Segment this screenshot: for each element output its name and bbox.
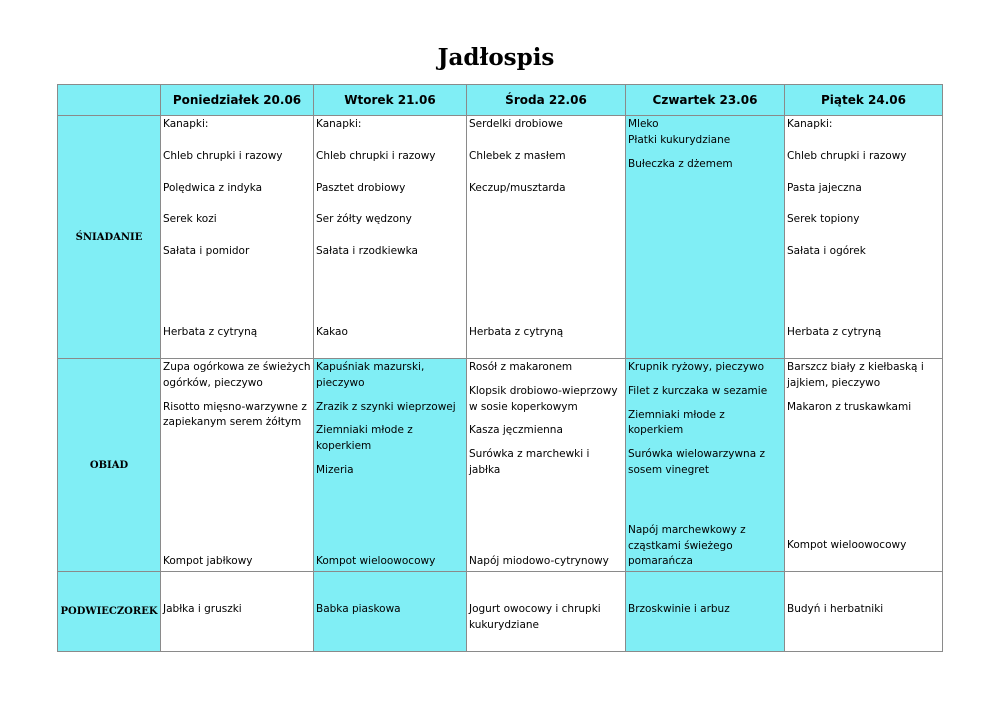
menu-item: Chlebek z masłem [469, 149, 566, 162]
menu-item: Płatki kukurydziane [628, 133, 731, 146]
menu-item: Klopsik drobiowo-wieprzowy w sosie koperkowym [469, 384, 618, 413]
corner-cell [58, 85, 161, 116]
lunch-row [58, 359, 943, 572]
breakfast-thu [626, 116, 785, 359]
menu-item: Jabłka i gruszki [163, 603, 242, 615]
day-header-tue: Wtorek 21.06 [314, 85, 467, 116]
menu-item: Chleb chrupki i razowy [787, 149, 907, 162]
menu-item: Sałata i ogórek [787, 245, 866, 257]
menu-item: Polędwica z indyka [163, 181, 263, 194]
meal-label-lunch: OBIAD [58, 359, 161, 572]
menu-item: Makaron z truskawkami [787, 400, 912, 413]
menu-item: Mizeria [316, 463, 354, 476]
menu-item: Budyń i herbatniki [787, 603, 884, 615]
menu-item: Herbata z cytryną [787, 326, 882, 339]
day-header-thu: Czwartek 23.06 [626, 85, 785, 116]
menu-item: Napój marchewkowy z cząstkami świeżego pomarańcza [628, 523, 746, 568]
snack-mon [161, 572, 314, 652]
lunch-mon [161, 359, 314, 572]
menu-item: Babka piaskowa [316, 603, 401, 615]
menu-item: Kakao [316, 326, 348, 339]
menu-item: Keczup/musztarda [469, 181, 566, 194]
breakfast-fri [785, 116, 943, 359]
menu-item: Krupnik ryżowy, pieczywo [628, 361, 765, 373]
menu-item: Kompot wieloowocowy [787, 539, 907, 552]
menu-item: Napój miodowo-cytrynowy [469, 555, 609, 568]
menu-item: Sałata i pomidor [163, 245, 250, 257]
meal-label-snack: PODWIECZOREK [58, 572, 161, 652]
menu-item: Herbata z cytryną [469, 326, 564, 339]
menu-item: Pasztet drobiowy [316, 181, 406, 194]
menu-item: Ziemniaki młode z koperkiem [316, 424, 413, 452]
header-row [58, 85, 943, 116]
lunch-wed [467, 359, 626, 572]
snack-tue [314, 572, 467, 652]
menu-item: Kompot wieloowocowy [316, 555, 436, 568]
lunch-thu [626, 359, 785, 572]
menu-item: Filet z kurczaka w sezamie [628, 384, 768, 397]
day-header-wed: Środa 22.06 [467, 85, 626, 116]
day-header-mon: Poniedziałek 20.06 [161, 85, 314, 116]
breakfast-tue [314, 116, 467, 359]
snack-row [58, 572, 943, 652]
menu-item: Zrazik z szynki wieprzowej [316, 400, 456, 413]
lunch-tue [314, 359, 467, 572]
breakfast-wed [467, 116, 626, 359]
menu-item: Ziemniaki młode z koperkiem [628, 408, 725, 437]
menu-item: Mleko [628, 118, 659, 130]
menu-item: Herbata z cytryną [163, 326, 258, 339]
snack-fri [785, 572, 943, 652]
menu-item: Serek topiony [787, 213, 860, 226]
menu-item: Zupa ogórkowa ze świeżych ogórków, pieczywo [163, 361, 311, 389]
menu-item: Risotto mięsno-warzywne z zapiekanym serem żółtym [163, 400, 307, 429]
menu-table [57, 84, 943, 652]
menu-item: Chleb chrupki i razowy [163, 149, 283, 162]
menu-item: Serdelki drobiowe [469, 118, 563, 130]
breakfast-row [58, 116, 943, 359]
menu-item: Sałata i rzodkiewka [316, 245, 418, 257]
snack-thu [626, 572, 785, 652]
menu-item: Surówka z marchewki i jabłka [469, 448, 590, 476]
menu-item: Bułeczka z dżemem [628, 157, 733, 170]
menu-item: Kanapki: [316, 118, 362, 130]
menu-item: Ser żółty wędzony [316, 213, 412, 226]
menu-item: Serek kozi [163, 213, 217, 226]
page-title: Jadłospis [437, 44, 555, 71]
menu-item: Surówka wielowarzywna z sosem vinegret [628, 448, 765, 476]
menu-item: Chleb chrupki i razowy [316, 149, 436, 162]
menu-item: Barszcz biały z kiełbaską i jajkiem, pieczywo [787, 361, 924, 389]
day-header-fri: Piątek 24.06 [785, 85, 943, 116]
menu-item: Brzoskwinie i arbuz [628, 603, 730, 615]
menu-item: Rosół z makaronem [469, 361, 573, 373]
menu-item: Kapuśniak mazurski, pieczywo [316, 361, 425, 389]
menu-item: Pasta jajeczna [787, 181, 862, 194]
menu-item: Kompot jabłkowy [163, 555, 253, 568]
lunch-fri [785, 359, 943, 572]
meal-label-breakfast: ŚNIADANIE [58, 116, 161, 359]
breakfast-mon [161, 116, 314, 359]
menu-item: Kanapki: [787, 118, 833, 130]
menu-item: Kasza jęczmienna [469, 424, 563, 437]
menu-item: Jogurt owocowy i chrupki kukurydziane [469, 603, 601, 631]
menu-item: Kanapki: [163, 118, 209, 130]
snack-wed [467, 572, 626, 652]
